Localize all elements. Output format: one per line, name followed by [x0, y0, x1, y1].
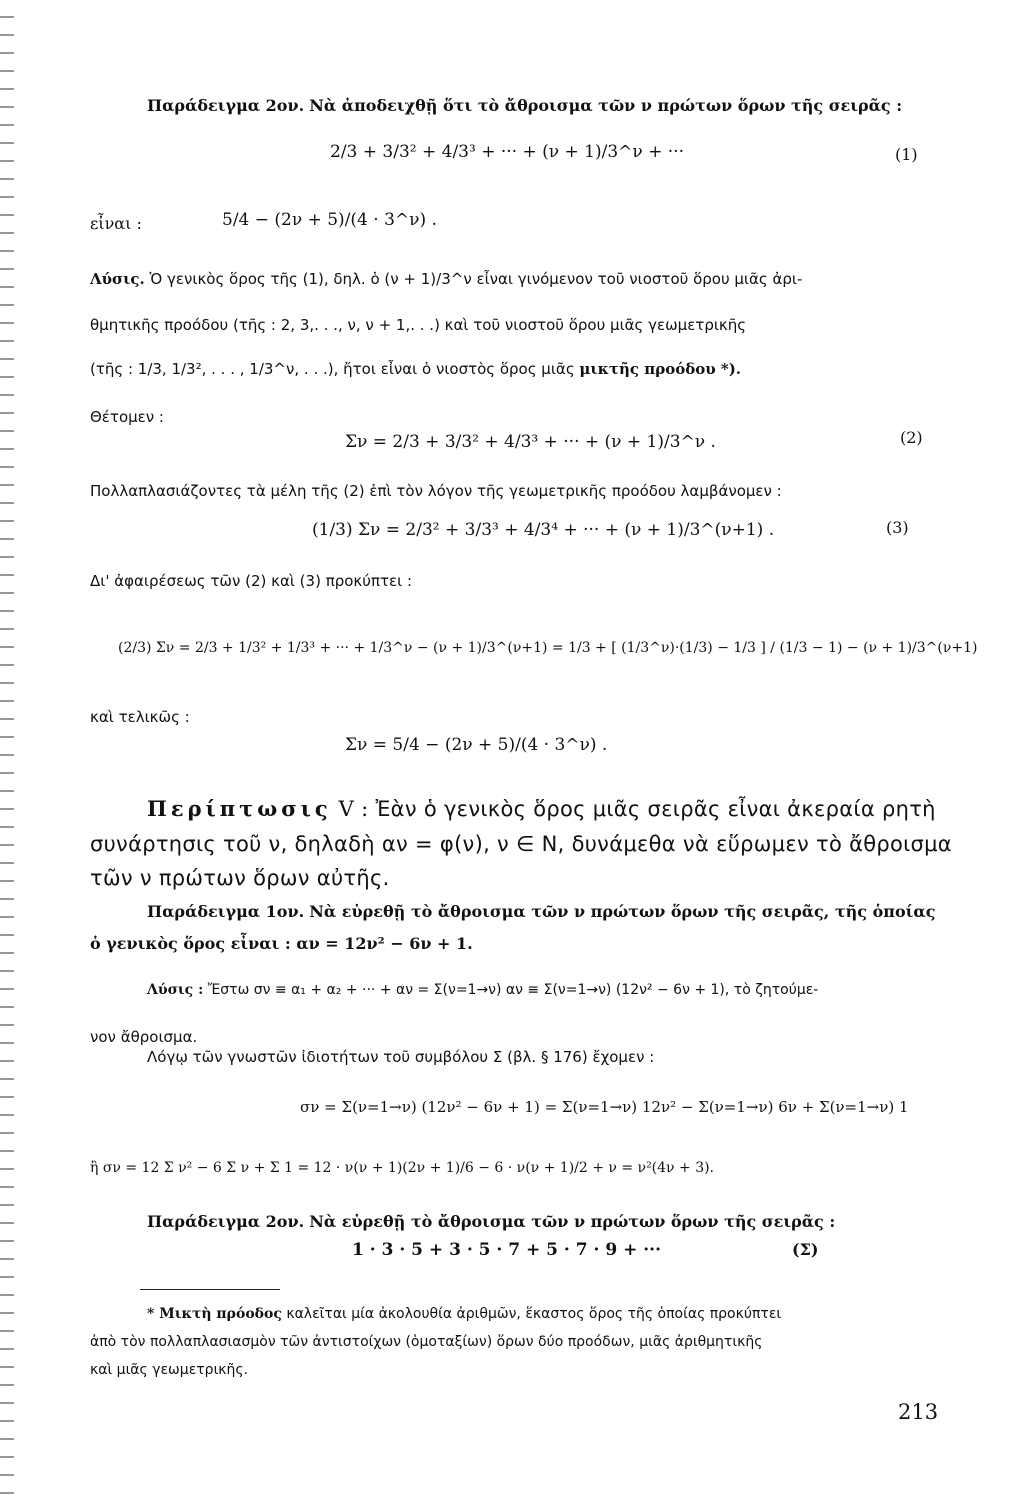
example2b-text: Νὰ εὑρεθῇ τὸ ἄθροισμα τῶν ν πρώτων ὅρων τῆς σειρᾶς :	[309, 1212, 836, 1231]
example1-line-1	[147, 902, 997, 921]
case-label: Περίπτωσις	[147, 796, 332, 821]
finally-label: καὶ τελικῶς :	[90, 708, 190, 726]
binding-edge	[0, 0, 14, 1500]
example2b-line	[147, 1212, 997, 1231]
case-text-2: συνάρτησις τοῦ ν, δηλαδὴ αν = φ(ν), ν ∈ N, δυνάμεθα νὰ εὕρωμεν τὸ ἄθροισμα	[90, 832, 952, 856]
subtract-text: Δι' ἀφαιρέσεως τῶν (2) καὶ (3) προκύπτει :	[90, 572, 413, 590]
solution2-line	[147, 982, 997, 998]
solution-line-3	[90, 360, 940, 378]
solution-line-1	[90, 270, 940, 288]
solution-text-3b: μικτῆς προόδου *).	[579, 360, 742, 378]
footnote-line-1	[147, 1306, 997, 1322]
case-numeral: V :	[338, 797, 369, 821]
thetomen-label: Θέτομεν :	[90, 408, 164, 426]
solution-text-2: θμητικῆς προόδου (τῆς : 2, 3,. . ., ν, ν + 1,. . .) καὶ τοῦ νιοστοῦ ὅρου μιᾶς γεωμετρικῆς	[90, 316, 747, 334]
footnote-text-1: καλεῖται μία ἀκολουθία ἀριθμῶν, ἕκαστος ὅρος τῆς ὁποίας προκύπτει	[286, 1306, 782, 1322]
example1-heading: Παράδειγμα 1ον.	[147, 902, 305, 921]
properties-text: Λόγῳ τῶν γνωστῶν ἰδιοτήτων τοῦ συμβόλου Σ (βλ. § 176) ἔχομεν :	[147, 1048, 655, 1066]
subtraction-expression: (2/3) Σν = 2/3 + 1/3² + 1/3³ + ··· + 1/3^ν − (ν + 1)/3^(ν+1) = 1/3 + [ (1/3^ν)·(1/3) − 1/3 ] / (1/3 − 1) − (ν + 1)/3^(ν+1)	[118, 640, 978, 656]
case-text-3: τῶν ν πρώτων ὅρων αὐτῆς.	[90, 866, 390, 890]
sigma-expression: σν = Σ(ν=1→ν) (12ν² − 6ν + 1) = Σ(ν=1→ν) 12ν² − Σ(ν=1→ν) 6ν + Σ(ν=1→ν) 1	[300, 1098, 909, 1116]
solution-label: Λύσις.	[90, 270, 145, 288]
solution-text-1: Ὁ γενικὸς ὅρος τῆς (1), δηλ. ὁ (ν + 1)/3^ν εἶναι γινόμενον τοῦ νιοστοῦ ὅρου μιᾶς ἀρι-	[149, 270, 803, 288]
final-expression: Σν = 5/4 − (2ν + 5)/(4 · 3^ν) .	[345, 735, 608, 755]
case-text-1: Ἐὰν ὁ γενικὸς ὅρος μιᾶς σειρᾶς εἶναι ἀκεραία ρητὴ	[375, 797, 936, 821]
footnote-rule	[140, 1289, 280, 1290]
solution2-text-cont: νον ἄθροισμα.	[90, 1028, 198, 1046]
footnote-label: * Μικτὴ πρόοδος	[147, 1306, 282, 1322]
eq2-expression: Σν = 2/3 + 3/3² + 4/3³ + ··· + (ν + 1)/3^ν .	[345, 432, 716, 452]
page-number: 213	[898, 1400, 939, 1424]
example2b-heading: Παράδειγμα 2ον.	[147, 1212, 305, 1231]
equation-number-1: (1)	[895, 145, 918, 164]
example2-statement: Νὰ ἀποδειχθῇ ὅτι τὸ ἄθροισμα τῶν ν πρώτων ὅρων τῆς σειρᾶς :	[309, 96, 903, 115]
equation-number-2: (2)	[900, 428, 923, 447]
example2-heading-line	[147, 96, 997, 115]
sum-claim: 5/4 − (2ν + 5)/(4 · 3^ν) .	[222, 210, 437, 230]
example2-heading: Παράδειγμα 2ον.	[147, 96, 305, 115]
series-expression: 2/3 + 3/3² + 4/3³ + ··· + (ν + 1)/3^ν + ···	[330, 142, 684, 162]
solution-text-3a: (τῆς : 1/3, 1/3², . . . , 1/3^ν, . . .), ἤτοι εἶναι ὁ νιοστὸς ὅρος μιᾶς	[90, 360, 575, 378]
sigma-result: ἢ σν = 12 Σ ν² − 6 Σ ν + Σ 1 = 12 · ν(ν + 1)(2ν + 1)/6 − 6 · ν(ν + 1)/2 + ν = ν²(4ν + 3).	[90, 1160, 715, 1176]
example1-text-1: Νὰ εὑρεθῇ τὸ ἄθροισμα τῶν ν πρώτων ὅρων τῆς σειρᾶς, τῆς ὁποίας	[309, 902, 936, 921]
footnote-text-3: καὶ μιᾶς γεωμετρικῆς.	[90, 1362, 249, 1378]
einai-label: εἶναι :	[90, 214, 142, 233]
equation-number-3: (3)	[886, 518, 909, 537]
eq3-expression: (1/3) Σν = 2/3² + 3/3³ + 4/3⁴ + ··· + (ν + 1)/3^(ν+1) .	[312, 520, 775, 540]
solution2-expression: Ἔστω σν ≡ α₁ + α₂ + ··· + αν = Σ(ν=1→ν) αν ≡ Σ(ν=1→ν) (12ν² − 6ν + 1), τὸ ζητούμε-	[207, 982, 819, 998]
example1-text-2: ὁ γενικὸς ὅρος εἶναι : αν = 12ν² − 6ν + 1.	[90, 934, 473, 953]
solution2-label: Λύσις :	[147, 982, 204, 998]
footnote-text-2: ἀπὸ τὸν πολλαπλασιασμὸν τῶν ἀντιστοίχων (ὁμοταξίων) ὅρων δύο προόδων, μιᾶς ἀριθμητικῆς	[90, 1334, 763, 1350]
case-line-1	[147, 796, 997, 821]
product-series: 1 · 3 · 5 + 3 · 5 · 7 + 5 · 7 · 9 + ···	[352, 1240, 661, 1260]
multiply-text: Πολλαπλασιάζοντες τὰ μέλη τῆς (2) ἐπὶ τὸν λόγον τῆς γεωμετρικῆς προόδου λαμβάνομεν :	[90, 482, 782, 500]
equation-number-sigma: (Σ)	[792, 1240, 819, 1259]
